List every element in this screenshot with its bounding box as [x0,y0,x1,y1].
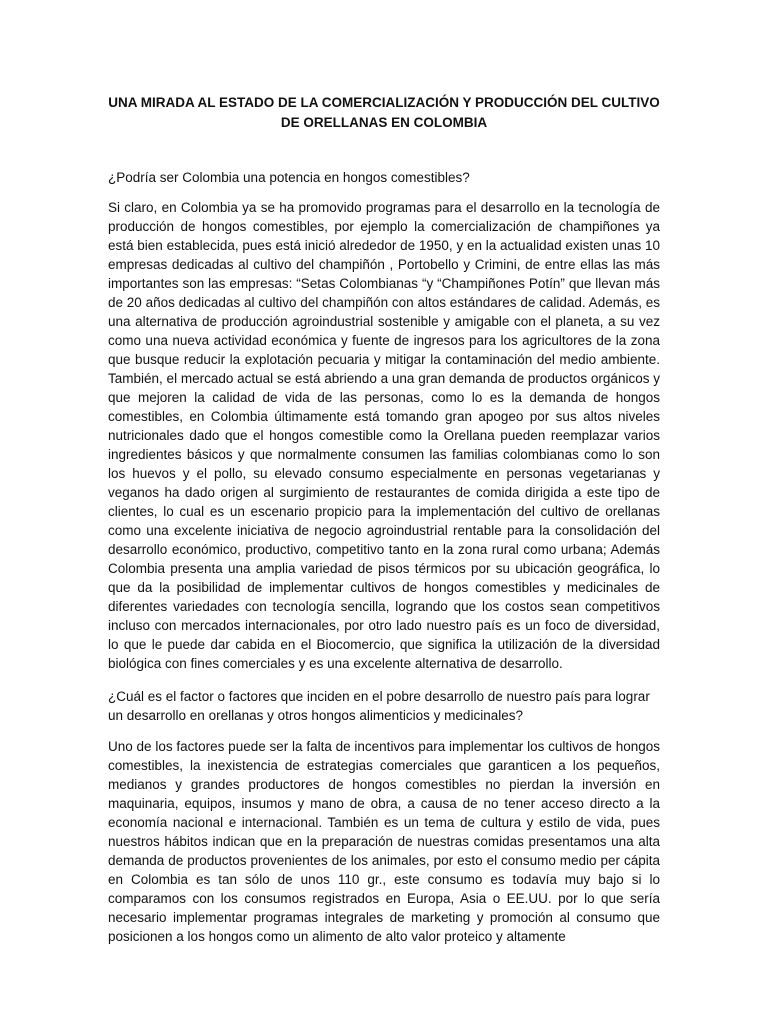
question-1: ¿Podría ser Colombia una potencia en hongos comestibles? [108,170,470,185]
paragraph-1: Si claro, en Colombia ya se ha promovido programas para el desarrollo en la tecnología de producción de hongos comestibles, por ejemplo la comercialización de champiñones ya está bien establecida, pues está inició alrededor de 1950, y en la actualidad existen unas 10 empresas dedicadas al cultivo del champiñón , Portobello y Crimini, de entre ellas las más importantes son las empresas: “Setas Colombianas “y “Champiñones Potín” que llevan más de 20 años dedicadas al cultivo del champiñón con altos estándares de calidad. Además, es una alternativa de producción agroindustrial sostenible y amigable con el planeta, a su vez como una nueva actividad económica y fuente de ingresos para los agricultores de la zona que busque reducir la explotación pecuaria y mitigar la contaminación del medio ambiente. También, el mercado actual se está abriendo a una gran demanda de productos orgánicos y que mejoren la calidad de vida de las personas, como lo es la demanda de hongos comestibles, en Colombia últimamente está tomando gran apogeo por sus altos niveles nutricionales dado que el hongos comestible como la Orellana pueden reemplazar varios ingredientes básicos y que normalmente consumen las familias colombianas como lo son los huevos y el pollo, su elevado consumo especialmente en personas vegetarianas y veganos ha dado origen al surgimiento de restaurantes de comida dirigida a este tipo de clientes, lo cual es un escenario propicio para la implementación del cultivo de orellanas como una excelente iniciativa de negocio agroindustrial rentable para la consolidación del desarrollo económico, productivo, competitivo tanto en la zona rural como urbana; Además Colombia presenta una amplia variedad de pisos térmicos por su ubicación geográfica, lo que da la posibilidad de implementar cultivos de hongos comestibles y medicinales de diferentes variedades con tecnología sencilla, logrando que los costos sean competitivos incluso con mercados internacionales, por otro lado nuestro país es un foco de diversidad, lo que le puede dar cabida en el Biocomercio, que significa la utilización de la diversidad biológica con fines comerciales y es una excelente alternativa de desarrollo. [108,200,660,671]
question-2: ¿Cuál es el factor o factores que inciden en el pobre desarrollo de nuestro país para lograr un desarrollo en orellanas y otros hongos alimenticios y medicinales? [108,689,650,723]
paragraph-2: Uno de los factores puede ser la falta de incentivos para implementar los cultivos de hongos comestibles, la inexistencia de estrategias comerciales que garanticen a los pequeños, medianos y grandes productores de hongos comestibles no pierdan la inversión en maquinaria, equipos, insumos y mano de obra, a causa de no tener acceso directo a la economía nacional e internacional. También es un tema de cultura y estilo de vida, pues nuestros hábitos indican que en la preparación de nuestras comidas presentamos una alta demanda de productos provenientes de los animales, por esto el consumo medio per cápita en Colombia es tan sólo de unos 110 gr., este consumo es todavía muy bajo si lo comparamos con los consumos registrados en Europa, Asia o EE.UU. por lo que sería necesario implementar programas integrales de marketing y promoción al consumo que posicionen a los hongos como un alimento de alto valor proteico y altamente [108,739,660,944]
document-title: UNA MIRADA AL ESTADO DE LA COMERCIALIZACIÓN Y PRODUCCIÓN DEL CULTIVO DE ORELLANAS EN COLOMBIA [108,95,660,130]
